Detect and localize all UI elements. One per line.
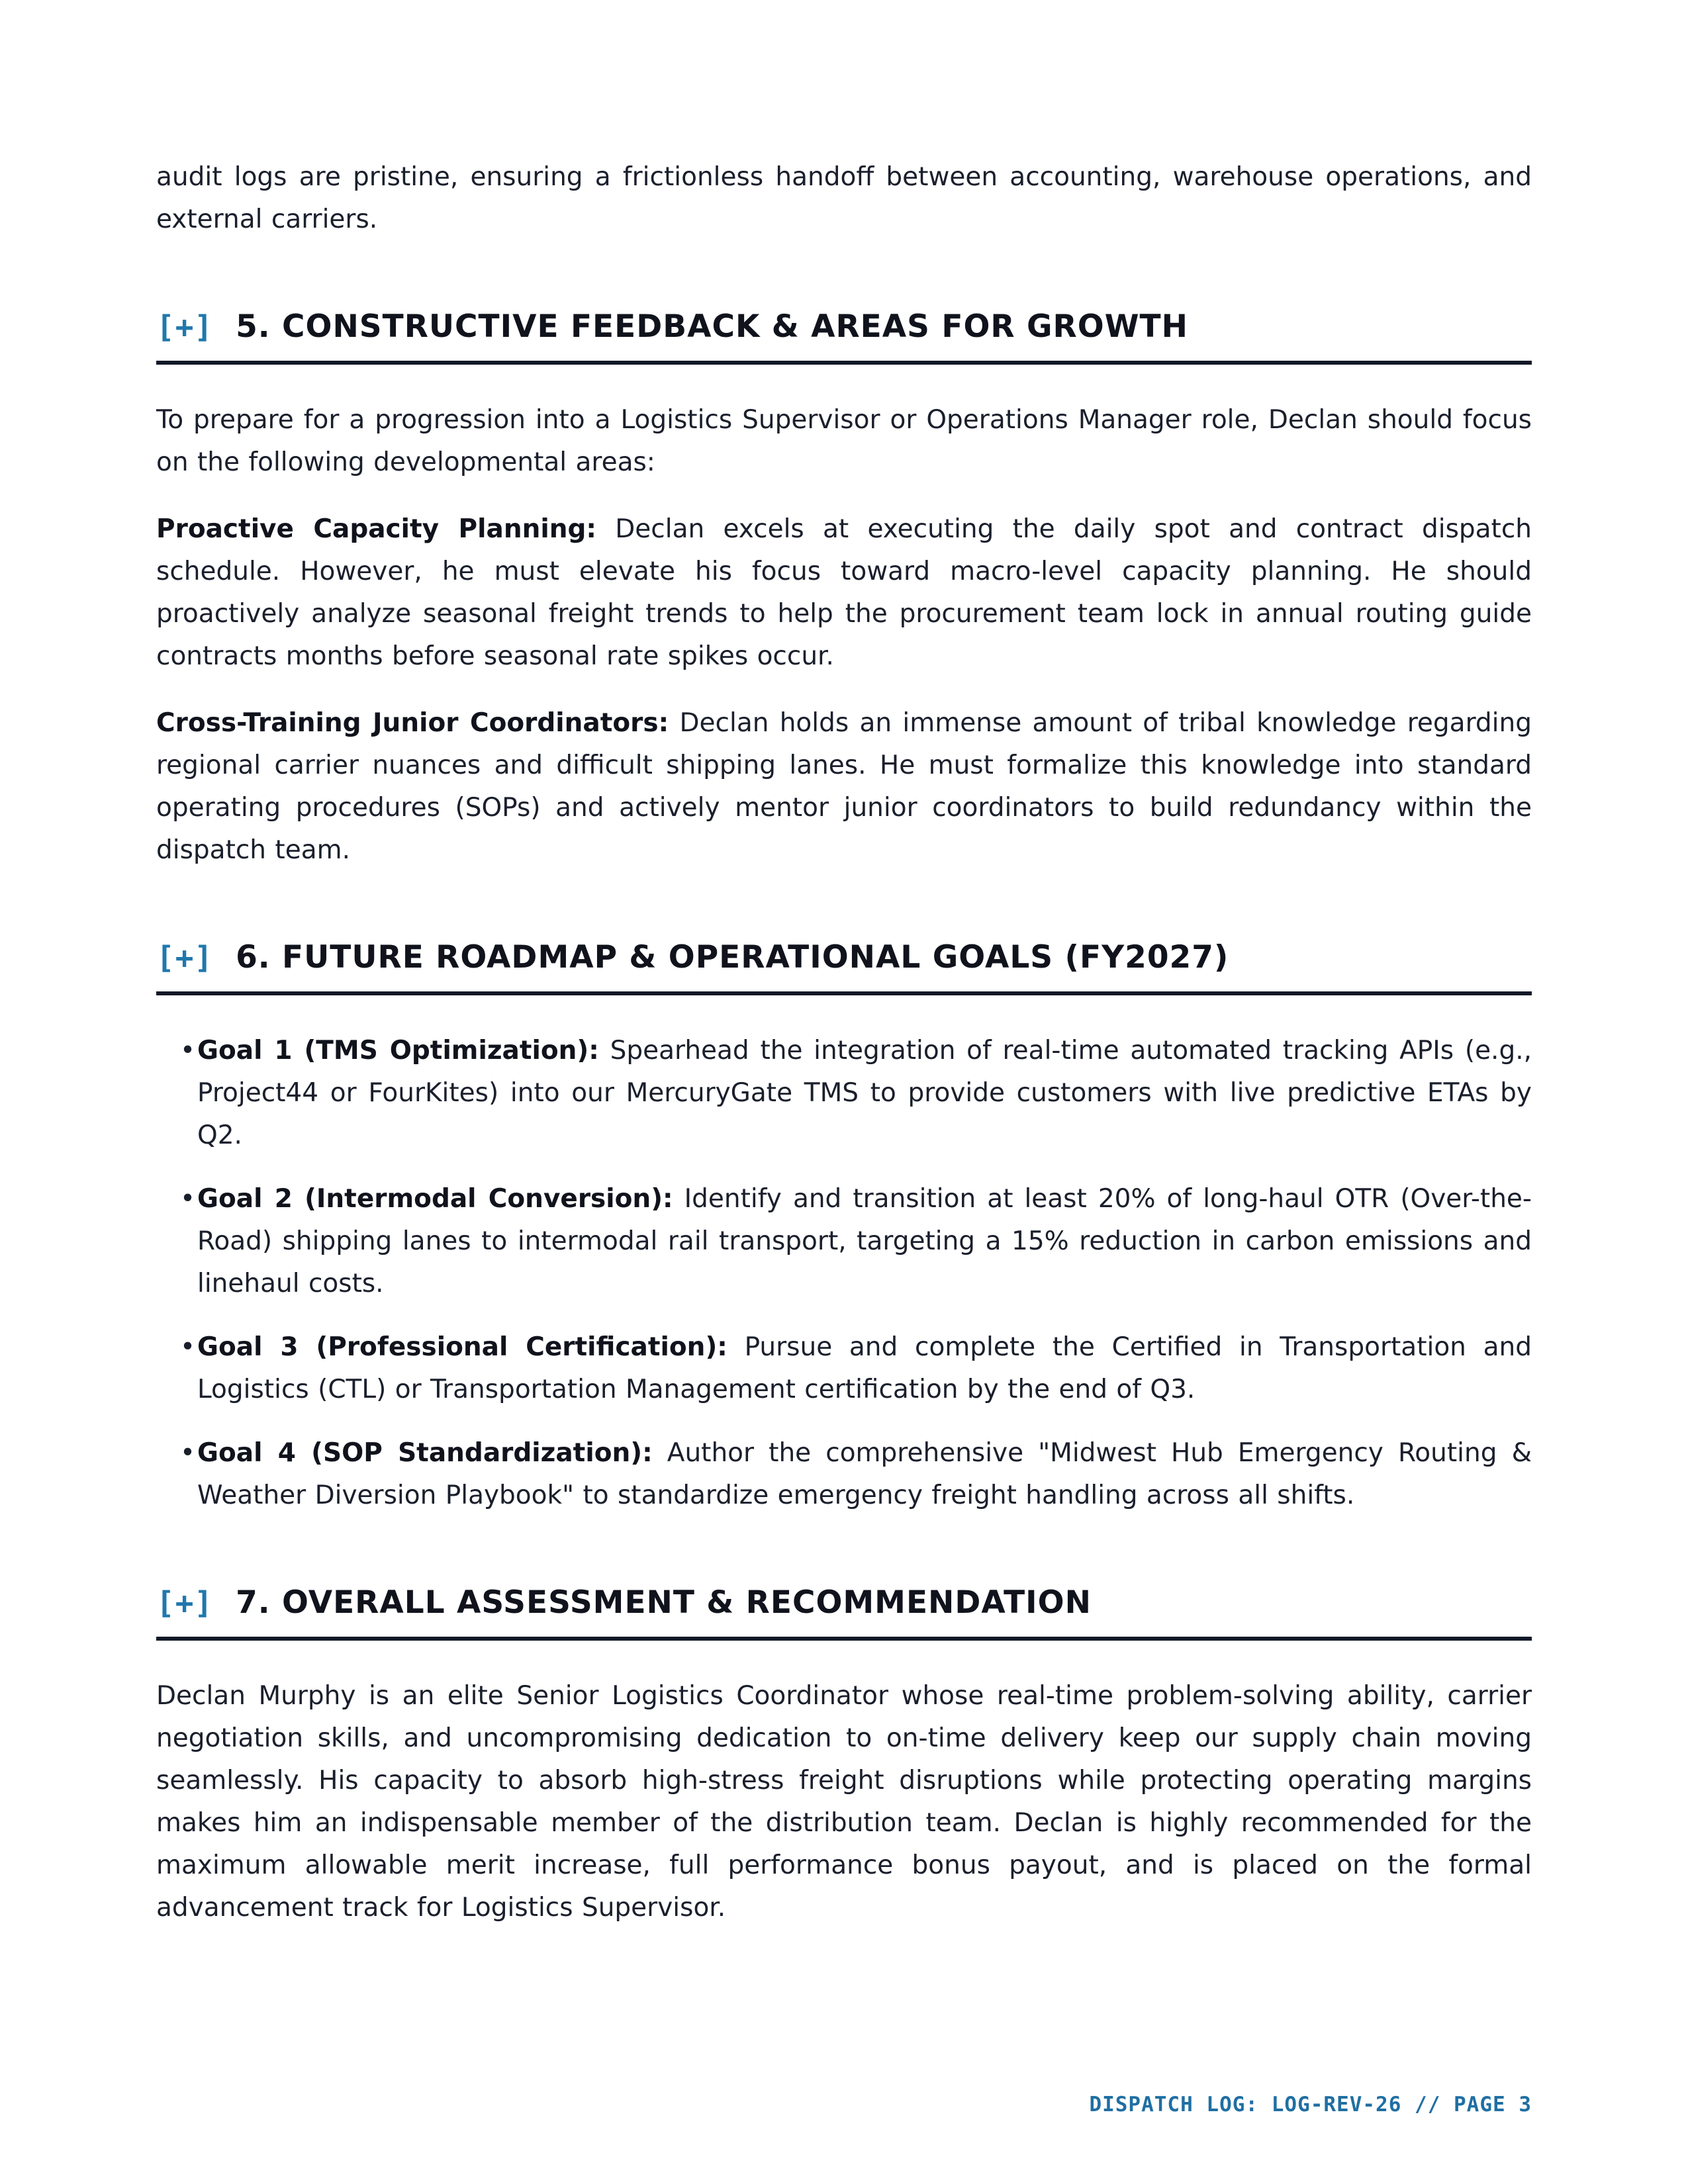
goal-text: Pursue and complete the Certified in Transportation and Logistics (CTL) or Transportation Management certification by the end of Q3. [197,1332,1532,1404]
list-item [156,1178,1532,1305]
bullet-icon: • [180,1332,196,1362]
bullet-icon: • [180,1438,196,1468]
section-title: 7. OVERALL ASSESSMENT & RECOMMENDATION [236,1584,1092,1621]
goal-text: Identify and transition at least 20% of long-haul OTR (Over-the-Road) shipping lanes to intermodal rail transport, targeting a 15% reduction in carbon emissions and linehaul costs. [197,1184,1532,1298]
expand-toggle[interactable]: [+] [156,1584,214,1621]
section-feedback [156,308,1532,872]
goal-label: Goal 1 (TMS Optimization): [197,1036,599,1066]
continued-paragraph: audit logs are pristine, ensuring a frictionless handoff between accounting, warehouse operations, and external carriers. [156,162,1532,234]
feedback-item [156,702,1532,872]
section-title: 5. CONSTRUCTIVE FEEDBACK & AREAS FOR GROWTH [236,308,1188,345]
goal-list [156,1030,1532,1517]
document-page [156,156,1532,1929]
list-item [156,1030,1532,1157]
section-title: 6. FUTURE ROADMAP & OPERATIONAL GOALS (FY2027) [236,939,1229,976]
bullet-icon: • [180,1036,196,1066]
goal-text: Spearhead the integration of real-time automated tracking APIs (e.g., Project44 or FourKites) into our MercuryGate TMS to provide customers with live predictive ETAs by Q2. [197,1036,1532,1150]
section-heading [156,939,1532,995]
section-assessment [156,1584,1532,1929]
feedback-text: Declan excels at executing the daily spot and contract dispatch schedule. However, he must elevate his focus toward macro-level capacity planning. He should proactively analyze seasonal freight trends to help the procurement team lock in annual routing guide contracts months before seasonal rate spikes occur. [156,514,1532,671]
assessment-body: Declan Murphy is an elite Senior Logistics Coordinator whose real-time problem-solving ability, carrier negotiation skills, and uncompromising dedication to on-time delivery keep our supply chain moving seamlessly. His capacity to absorb high-stress freight disruptions while protecting operating margins makes him an indispensable member of the distribution team. Declan is highly recommended for the maximum allowable merit increase, full performance bonus payout, and is placed on the formal advancement track for Logistics Supervisor. [156,1681,1532,1923]
expand-toggle[interactable]: [+] [156,939,214,976]
list-item [156,1326,1532,1411]
goal-label: Goal 4 (SOP Standardization): [197,1438,653,1468]
feedback-label: Cross-Training Junior Coordinators: [156,708,669,738]
goal-label: Goal 2 (Intermodal Conversion): [197,1184,673,1214]
feedback-text: Declan holds an immense amount of tribal knowledge regarding regional carrier nuances and difficult shipping lanes. He must formalize this knowledge into standard operating procedures (SOPs) and actively mentor junior coordinators to build redundancy within the dispatch team. [156,708,1532,865]
goal-label: Goal 3 (Professional Certification): [197,1332,727,1362]
section-heading [156,308,1532,365]
list-item [156,1432,1532,1517]
section-intro: To prepare for a progression into a Logistics Supervisor or Operations Manager role, Declan should focus on the following developmental areas: [156,405,1532,477]
page-footer: DISPATCH LOG: LOG-REV-26 // PAGE 3 [1089,2093,1532,2116]
section-heading [156,1584,1532,1641]
goal-text: Author the comprehensive "Midwest Hub Emergency Routing & Weather Diversion Playbook" to standardize emergency freight handling across all shifts. [197,1438,1532,1510]
feedback-item [156,508,1532,678]
expand-toggle[interactable]: [+] [156,308,214,345]
section-roadmap [156,939,1532,1517]
bullet-icon: • [180,1184,196,1214]
feedback-label: Proactive Capacity Planning: [156,514,596,544]
